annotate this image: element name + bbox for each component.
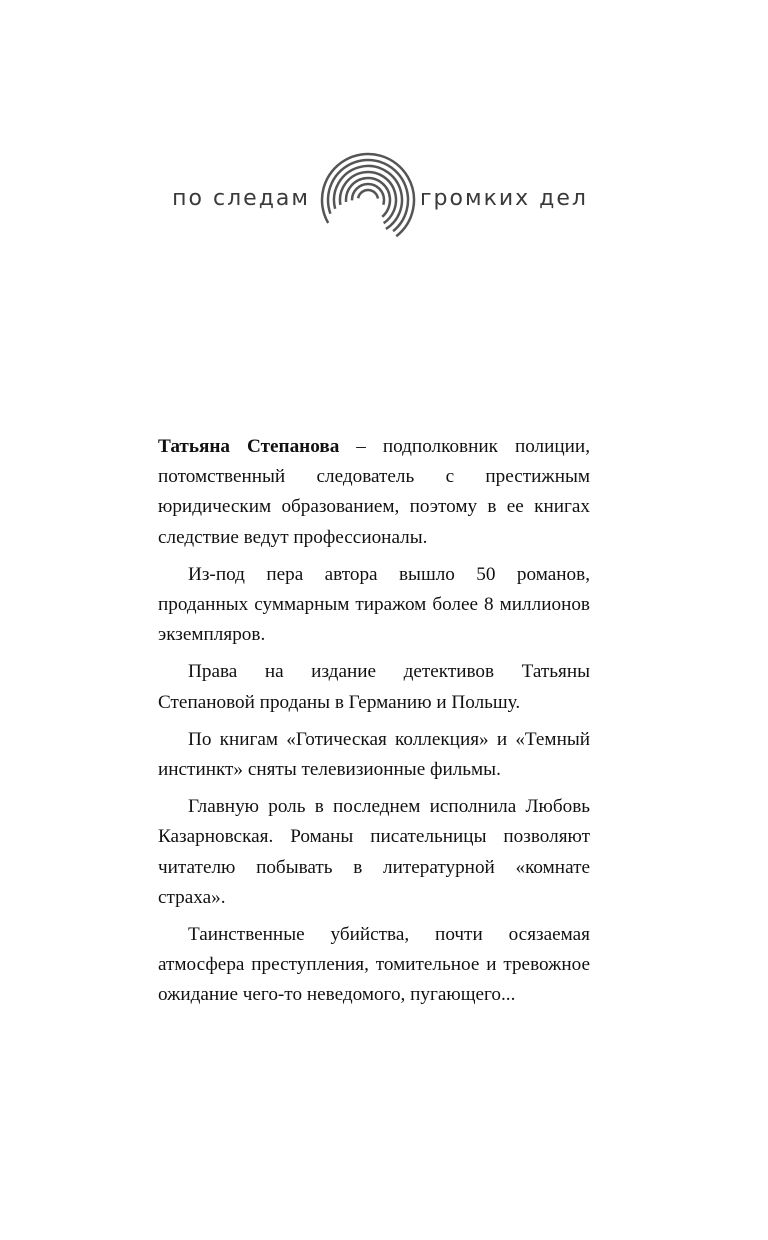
annotation-paragraph-6: Таинственные убийства, почти осязаемая атмосфера преступления, томительное и тревожное ожидание чего-то неведомого, пугающего... [158, 924, 590, 1006]
annotation-paragraph-2: Из-под пера автора вышло 50 романов, проданных суммарным тиражом более 8 миллионов экземпляров. [158, 563, 590, 646]
annotation-paragraph-1 [158, 432, 590, 553]
series-title-right: громких дел [420, 186, 588, 211]
author-name: Татьяна Степанова [158, 436, 340, 457]
spiral-icon [318, 150, 418, 250]
annotation-paragraph-4: По книгам «Готическая коллекция» и «Темный инстинкт» сняты телевизионные фильмы. [158, 728, 590, 781]
annotation-paragraph-5: Главную роль в последнем исполнила Любовь Казарновская. Романы писательницы позволяют читателю побывать в литературной «комнате страха». [158, 796, 590, 908]
annotation-paragraph-3: Права на издание детективов Татьяны Степановой проданы в Германию и Польшу. [158, 661, 590, 713]
book-annotation [158, 432, 590, 1011]
author-description: – подполковник полиции, потомственный следователь с престижным юридическим образованием, поэтому в ее книгах следствие ведут профессионалы. [158, 436, 590, 548]
series-title-left: по следам [172, 186, 310, 211]
series-header [0, 150, 768, 260]
